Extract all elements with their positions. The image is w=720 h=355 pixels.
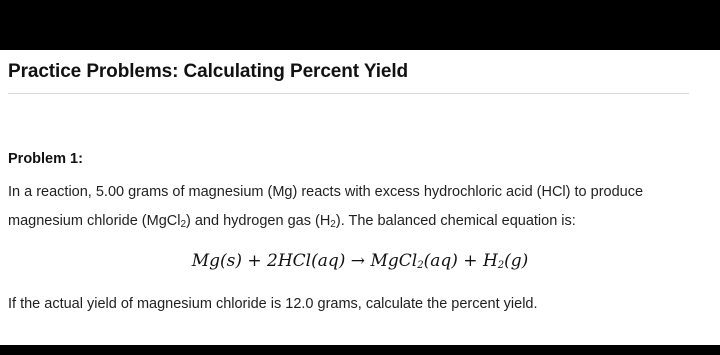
subscript: 2	[417, 260, 424, 271]
subscript: 2	[497, 260, 505, 271]
subscript: 2	[330, 219, 336, 230]
chemical-equation	[0, 251, 720, 271]
page-title: Practice Problems: Calculating Percent Yield	[8, 61, 409, 82]
problem-text-line-2	[8, 213, 576, 229]
product-h2	[483, 251, 528, 271]
product-mgcl2	[370, 251, 457, 271]
reactant-mg: Mg(s)	[191, 251, 242, 271]
problem-text-line-1: In a reaction, 5.00 grams of magnesium (Mg) reacts with excess hydrochloric acid (HCl) to produce	[8, 184, 644, 200]
problem-heading: Problem 1:	[8, 151, 83, 167]
formula-text: H	[482, 251, 498, 271]
reactant-hcl: 2HCl(aq)	[267, 251, 346, 271]
subscript: 2	[180, 219, 187, 230]
state-label: (aq)	[423, 251, 458, 271]
reaction-arrow: →	[345, 251, 371, 271]
text-segment: ) and hydrogen gas (H	[186, 213, 331, 229]
state-label: (g)	[504, 251, 529, 271]
text-segment: magnesium chloride (MgCl	[8, 213, 181, 229]
problem-question: If the actual yield of magnesium chloride is 12.0 grams, calculate the percent yield.	[8, 296, 538, 312]
text-segment: ). The balanced chemical equation is:	[335, 213, 576, 229]
content-panel	[0, 50, 720, 345]
formula-text: MgCl	[370, 251, 418, 271]
plus-sign: +	[457, 251, 483, 271]
title-divider	[8, 93, 689, 94]
bottom-black-band	[0, 345, 720, 355]
top-black-band	[0, 0, 720, 50]
plus-sign: +	[241, 251, 268, 271]
